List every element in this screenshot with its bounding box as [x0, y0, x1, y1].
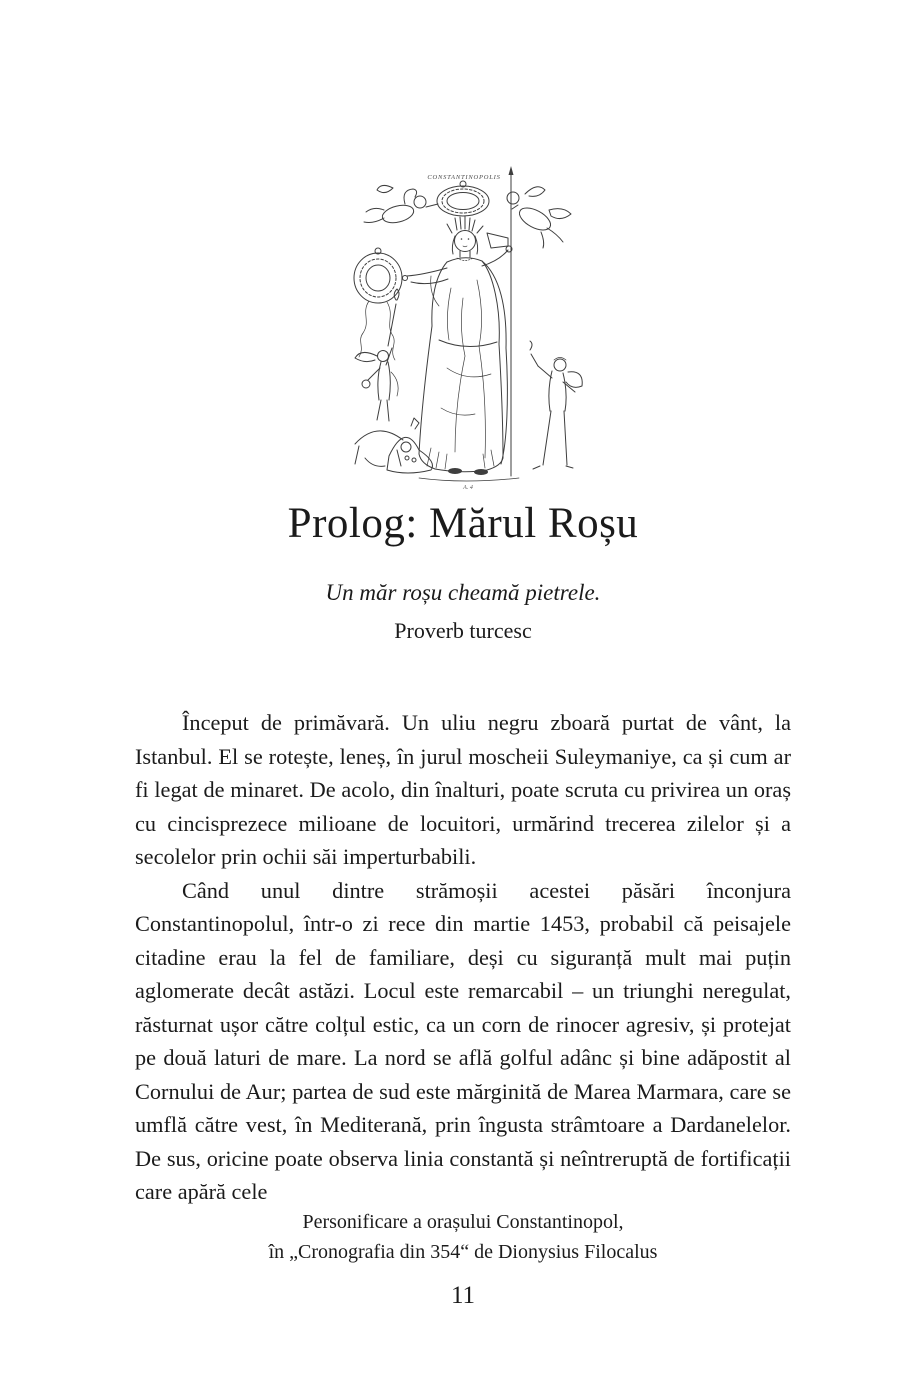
epigraph-attribution: Proverb turcesc: [394, 618, 532, 643]
engraving-signature: A. 4: [463, 485, 473, 491]
standing-putto-right: [530, 341, 582, 469]
page-number: 11: [450, 1282, 476, 1309]
spear: [487, 166, 514, 476]
epigraph-quote: Un măr roșu cheamă pietrele.: [325, 580, 601, 605]
torch-putto: [355, 289, 399, 421]
crouching-figure: [355, 431, 411, 466]
engraving-drawing: [335, 158, 591, 498]
flying-putto-right: [507, 187, 571, 248]
crowning-wreath: [437, 181, 489, 216]
epigraph: [135, 577, 791, 648]
body-text: [135, 706, 791, 1212]
caption-line-1: Personificare a orașului Constantinopol,: [302, 1211, 624, 1233]
central-figure: [403, 216, 520, 481]
engraving-label: CONSTANTINOPOLIS: [427, 174, 501, 181]
paragraph-1: Început de primăvară. Un uliu negru zboară purtat de vânt, la Istanbul. El se rotește, leneș, în jurul moscheii Suleymaniye, ca și cum ar fi legat de minaret. De acolo, din înalturi, poate scruta cu privirea un oraș cu cincisprezece milioane de locuitori, urmărind trecerea zilelor și a secolelor prin ochii săi imperturbabili.: [135, 710, 791, 869]
caption-line-2: în „Cronografia din 354“ de Dionysius Filocalus: [268, 1241, 658, 1263]
constantinople-engraving: [335, 158, 591, 498]
chapter-title: Prolog: Mărul Roșu: [287, 500, 639, 547]
flying-putto-left: [364, 185, 438, 225]
paragraph-2: Când unul dintre strămoșii acestei păsări înconjura Constantinopolul, într-o zi rece din martie 1453, probabil că peisajele citadine erau la fel de familiare, deși cu siguranță mult mai puțin aglomerate decât astăzi. Locul este remarcabil – un triunghi neregulat, răsturnat ușor către colțul estic, ca un corn de rinocer agresiv, și protejat pe două laturi de mare. La nord se află golful adânc și bine adăpostit al Cornului de Aur; partea de sud este mărginită de Marea Marmara, care se umflă către vest, în Mediterană, prin îngusta strâmtoare a Dardanelelor. De sus, oricine poate observa linia constantă și neîntreruptă de fortificații care apără cele: [135, 877, 791, 1204]
illustration-caption: [105, 1207, 821, 1267]
hand-wreath: [354, 248, 402, 360]
